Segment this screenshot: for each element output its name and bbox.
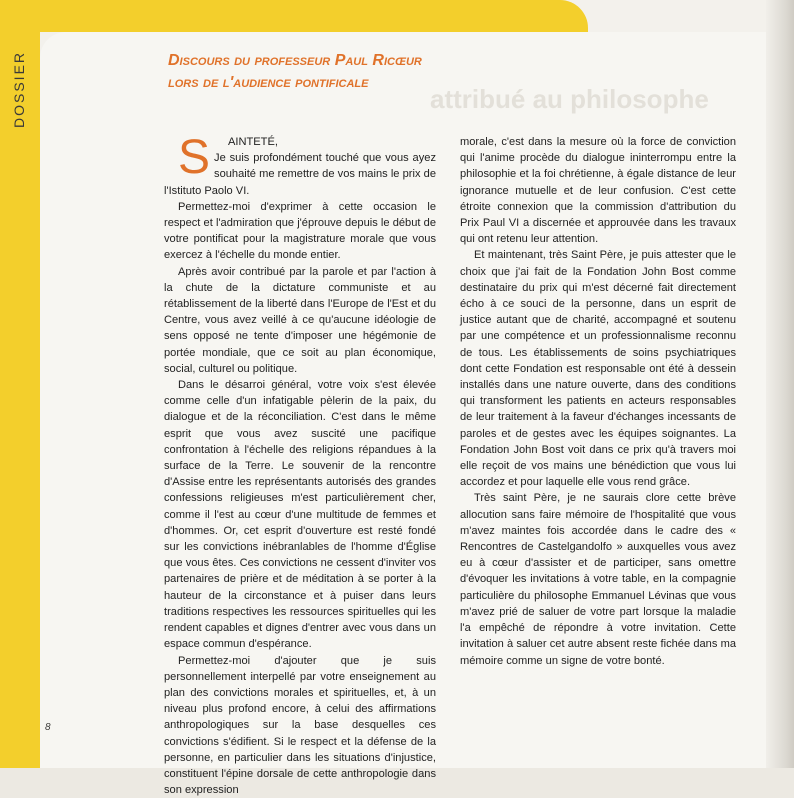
paragraph: Dans le désarroi général, votre voix s'est élevée comme celle d'un infatigable pèlerin de la paix, du dialogue et de la réconciliation. C'est dans le même esprit que vous avez suscité une pacifique confrontation à l'échelle des religions répandues à la surface de la Terre. Le souvenir de la rencontre d'Assise entre les représentants autorisés des grandes confessions religieuses m'est particulièrement cher, comme il l'est au cœur d'une multitude de femmes et d'hommes. Or, cet esprit d'ouverture est resté fondé sur les convictions inébranlables de l'homme d'Église que vous êtes. Ces convictions ne cessent d'inviter vos partenaires de prière et de méditation à se porter à la hauteur de la circonstance et à puiser dans leurs traditions respectives les ressources spirituelles qui les rendent capables et dignes d'entrer avec vous dans un espace commun d'espérance. xyxy=(164,377,436,652)
drop-cap: S xyxy=(164,138,210,178)
paragraph: Et maintenant, très Saint Père, je puis attester que le choix que j'ai fait de la Fondation John Bost comme destinataire du prix qui m'est décerné fait directement écho à ce souci de la personne, dans un esprit de justice autant que de charité, accompagné et soutenu par une compétence et un professionnalisme reconnu de tous. Les établissements de soins psychiatriques dont cette Fondation est responsable ont été à dessein installés dans une nature ouverte, dans des conditions qui transforment les patients en acteurs responsables de leur traitement à la faveur d'échanges incessants de paroles et de gestes avec les équipes soignantes. La Fondation John Bost voit dans ce prix qu'à travers moi elle reçoit de vos mains une bénédiction que vous lui accordez et pour laquelle elle vous rend grâce. xyxy=(460,247,736,490)
title-line-1: Discours du professeur Paul Ricœur xyxy=(168,50,528,72)
salutation-text: AINTETÉ, xyxy=(228,136,278,148)
paragraph: Après avoir contribué par la parole et par l'action à la chute de la dictature communiste et au rétablissement de la liberté dans l'Europe de l'Est et du Centre, vous avez veillé à ce qu'aucune idéologie de sens opposé ne tente d'imposer une hégémonie de portée mondiale, que ce soit au plan économique, social, culturel ou politique. xyxy=(164,264,436,377)
article-title xyxy=(168,50,528,94)
text-column-1 xyxy=(164,134,436,798)
salutation xyxy=(164,134,436,199)
binding-spine xyxy=(766,0,794,768)
paragraph: Permettez-moi d'ajouter que je suis personnellement interpellé par votre enseignement au plan des convictions morales et spirituelles, et, à un niveau plus profond encore, à celui des affirmations anthropologiques sur la base desquelles ces convictions s'édifient. Si le respect et la défense de la personne, en particulier dans les situations d'injustice, constituent l'épine dorsale de cette anthropologie dans son expression xyxy=(164,653,436,798)
yellow-header-band xyxy=(0,0,588,32)
paragraph: morale, c'est dans la mesure où la force de conviction qui l'anime procède du dialogue ininterrompu entre la philosophie et la foi chrétienne, à égale distance de leur ignorance mutuelle et de leur confusion. C'est cette étroite connexion que la commission d'attribution du Prix Paul VI a discernée et approuvée dans les travaux qui ont retenu leur attention. xyxy=(460,134,736,247)
text-column-2 xyxy=(460,134,736,669)
title-line-2: lors de l'audience pontificale xyxy=(168,72,528,94)
paragraph: Très saint Père, je ne saurais clore cette brève allocution sans faire mémoire de l'hospitalité que vous m'avez maintes fois accordée dans le cadre des « Rencontres de Castelgandolfo » auxquelles vous avez eu à cœur d'assister et de participer, sans omettre d'évoquer les invitations à votre table, en la compagnie particulière du philosophe Emmanuel Lévinas que vous m'avez prié de saluer de votre part lorsque la maladie l'a empêché de répondre à votre invitation. Cette invitation à saluer cet autre absent reste fichée dans ma mémoire comme un signe de votre bonté. xyxy=(460,490,736,668)
paragraph: Je suis profondément touché que vous ayez souhaité me remettre de vos mains le prix de l'Istituto Paolo VI. xyxy=(164,152,436,196)
paragraph: Permettez-moi d'exprimer à cette occasion le respect et l'admiration que j'éprouve depuis le début de votre pontificat pour la magistrature morale que vous exercez à l'échelle du monde entier. xyxy=(164,199,436,264)
section-label: DOSSIER xyxy=(11,51,27,128)
show-through-text: attribué au philosophe xyxy=(430,84,709,114)
page-number: 8 xyxy=(45,722,51,733)
